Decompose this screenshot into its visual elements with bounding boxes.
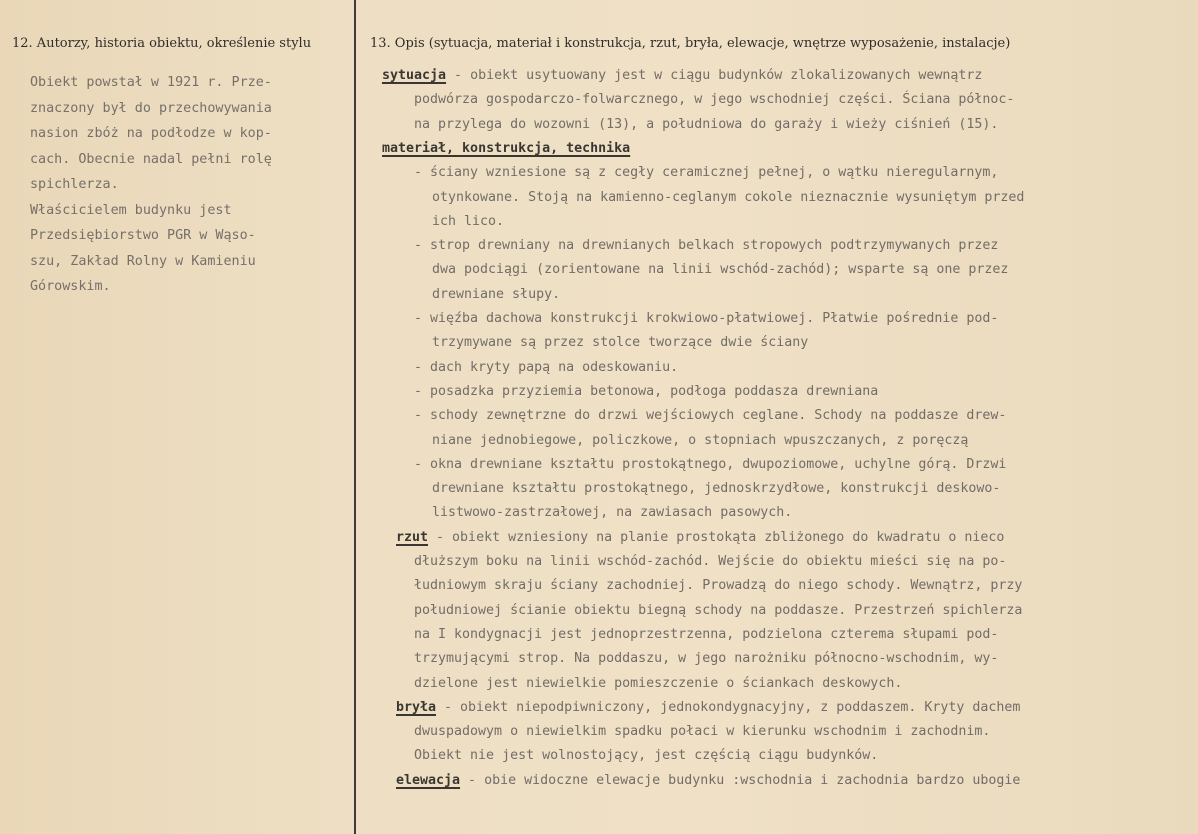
section-text: na przylega do wozowni (13), a południowa do garaży i wieży ciśnień (15). — [414, 116, 999, 132]
section-13-line — [414, 748, 878, 763]
section-text: trzymywane są przez stolce tworzące dwie ściany — [432, 335, 809, 351]
section-13-line — [414, 360, 678, 375]
section-text: niane jednobiegowe, policzkowe, o stopniach wpuszczanych, z poręczą — [432, 432, 969, 448]
section-13-line — [396, 700, 1020, 715]
section-text: - schody zewnętrzne do drzwi wejściowych ceglane. Schody na poddasze drew- — [414, 408, 1007, 424]
section-12-line: Przedsiębiorstwo PGR w Wąso- — [30, 228, 256, 243]
section-13-title: 13. Opis (sytuacja, materiał i konstrukcja, rzut, bryła, elewacje, wnętrze wyposażenie, instalacje) — [370, 36, 1011, 51]
section-text: trzymującymi strop. Na poddaszu, w jego narożniku północno-wschodnim, wy- — [414, 651, 999, 667]
section-heading: materiał, konstrukcja, technika — [382, 140, 631, 156]
section-text: południowej ścianie obiektu biegną schody na poddasze. Przestrzeń spichlerza — [414, 602, 1023, 618]
section-12-line: cach. Obecnie nadal pełni rolę — [30, 151, 272, 167]
section-text: dwuspadowym o niewielkim spadku połaci w kierunku wschodnim i zachodnim. — [414, 724, 991, 740]
section-12-title: 12. Autorzy, historia obiektu, określenie stylu — [12, 36, 312, 51]
section-13-line — [414, 603, 1022, 618]
section-text: dłuższym boku na linii wschód-zachód. Wejście do obiektu mieści się na po- — [414, 554, 1007, 569]
section-heading: sytuacja — [382, 68, 447, 83]
section-13-line — [414, 117, 998, 132]
section-13-line — [382, 68, 982, 83]
section-12-column — [0, 0, 356, 834]
section-12-line: Właścicielem budynku jest — [30, 202, 232, 218]
section-text: na I kondygnacji jest jednoprzestrzenna, podzielona czterema słupami pod- — [414, 626, 999, 642]
section-13-line — [396, 773, 1020, 788]
section-12-line: znaczony był do przechowywania — [30, 100, 272, 116]
section-text: - ściany wzniesione są z cegły ceramicznej pełnej, o wątku nieregularnym, — [414, 165, 999, 181]
section-12-line: Górowskim. — [30, 279, 111, 294]
section-12-line: Obiekt powstał w 1921 r. Prze- — [30, 75, 272, 90]
section-text: ich lico. — [432, 213, 505, 229]
section-12-text — [30, 70, 272, 300]
section-text: - obiekt usytuowany jest w ciągu budynków zlokalizowanych wewnątrz — [446, 68, 983, 83]
section-text: - okna drewniane kształtu prostokątnego, dwupoziomowe, uchylne górą. Drzwi — [414, 456, 1007, 472]
section-13-line — [382, 141, 630, 156]
section-text: dwa podciągi (zorientowane na linii wschód-zachód); wsparte są one przez — [432, 262, 1009, 278]
section-13-line — [432, 287, 560, 302]
section-text: - obie widoczne elewacje budynku :wschodnia i zachodnia bardzo ubogie — [460, 772, 1021, 788]
section-13-line — [432, 481, 1000, 496]
section-13-line — [414, 92, 1014, 107]
section-12-line: spichlerza. — [30, 177, 119, 192]
section-13-line — [414, 408, 1006, 423]
section-text: drewniane kształtu prostokątnego, jednoskrzydłowe, konstrukcji deskowo- — [432, 481, 1001, 497]
section-text: - obiekt niepodpiwniczony, jednokondygnacyjny, z poddaszem. Kryty dachem — [436, 699, 1021, 715]
section-13-line — [432, 433, 968, 448]
section-text: łudniowym skraju ściany zachodniej. Prowadzą do niego schody. Wewnątrz, przy — [414, 578, 1023, 594]
section-13-line — [432, 214, 504, 229]
section-13-line — [432, 190, 1024, 205]
section-12-line: nasion zbóż na podłodze w kop- — [30, 126, 272, 141]
section-13-line — [432, 262, 1008, 277]
section-text: - strop drewniany na drewnianych belkach stropowych podtrzymywanych przez — [414, 238, 999, 254]
section-text: drewniane słupy. — [432, 286, 561, 302]
section-text: Obiekt nie jest wolnostojący, jest częścią ciągu budynków. — [414, 748, 879, 764]
section-13-line — [414, 724, 990, 739]
section-text: podwórza gospodarczo-folwarcznego, w jego wschodniej części. Ściana północ- — [414, 92, 1015, 108]
section-13-line — [414, 384, 878, 399]
section-13-column — [358, 0, 1198, 834]
section-13-line — [414, 578, 1022, 593]
section-13-line — [414, 627, 998, 642]
section-heading: elewacja — [396, 772, 461, 788]
section-text: - więźba dachowa konstrukcji krokwiowo-płatwiowej. Płatwie pośrednie pod- — [414, 311, 999, 326]
section-text: listwowo-zastrzałowej, na zawiasach pasowych. — [432, 505, 793, 521]
section-13-line — [414, 238, 998, 253]
section-13-line — [414, 554, 1006, 569]
section-text: - dach kryty papą na odeskowaniu. — [414, 359, 679, 375]
section-heading: rzut — [396, 529, 429, 545]
section-text: dzielone jest niewielkie pomieszczenie o ściankach deskowych. — [414, 675, 903, 691]
section-text: - posadzka przyziemia betonowa, podłoga poddasza drewniana — [414, 383, 879, 399]
section-13-line — [414, 651, 998, 666]
section-heading: bryła — [396, 699, 437, 715]
section-13-line — [414, 165, 998, 180]
section-text: - obiekt wzniesiony na planie prostokąta zbliżonego do kwadratu o nieco — [428, 529, 1005, 545]
section-13-line — [414, 457, 1006, 472]
section-13-line — [414, 676, 902, 691]
section-13-line — [396, 530, 1004, 545]
section-12-line: szu, Zakład Rolny w Kamieniu — [30, 253, 256, 269]
section-text: otynkowane. Stoją na kamienno-ceglanym cokole nieznacznie wysuniętym przed — [432, 189, 1025, 205]
section-13-line — [432, 505, 792, 520]
section-13-line — [414, 311, 998, 326]
section-13-line — [432, 335, 808, 350]
